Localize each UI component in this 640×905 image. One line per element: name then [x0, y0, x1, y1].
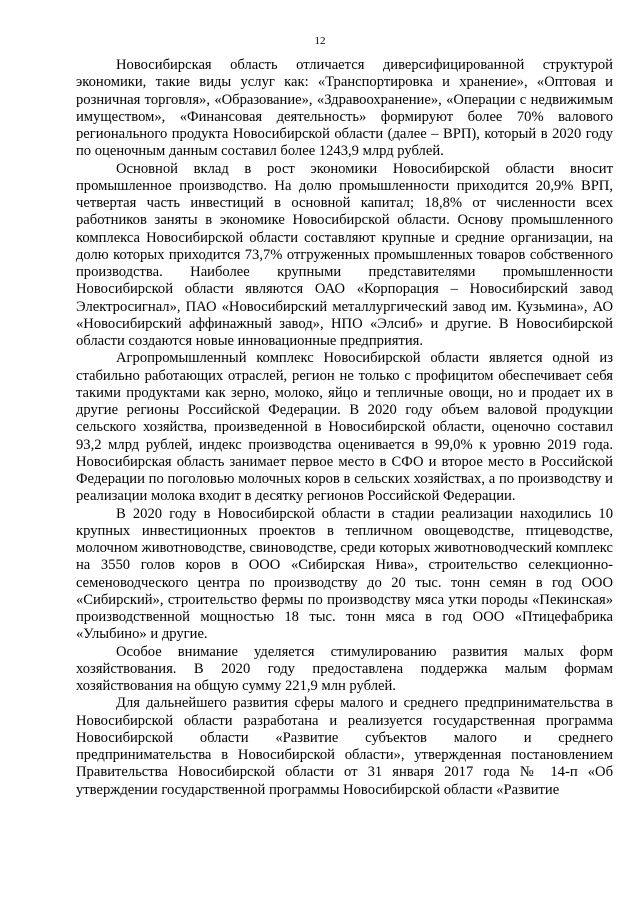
paragraph-small-business-program: Для дальнейшего развития сферы малого и среднего предпринимательства в Новосибирской области разработана и реализуется государственная программа Новосибирской области «Развитие субъектов малого и среднего предпринимательства в Новосибирской области», утвержденная постановлением Правительства Новосибирской области от 31 января 2017 года № 14-п «Об утверждении государственной программы Новосибирской области «Развитие: [76, 695, 613, 798]
paragraph-agro-complex: Агропромышленный комплекс Новосибирской области является одной из стабильно работающих отраслей, регион не только с профицитом обеспечивает себя такими продуктами как зерно, молоко, яйцо и тепличные овощи, но и продает их в другие регионы Российской Федерации. В 2020 году объем валовой продукции сельского хозяйства, произведенной в Новосибирской области, оценочно составил 93,2 млрд рублей, индекс производства оценивается в 99,0% к уровню 2019 года. Новосибирская область занимает первое место в СФО и второе место в Российской Федерации по поголовью молочных коров в сельских хозяйствах, а по производству и реализации молока входит в десятку регионов Российской Федерации.: [76, 350, 613, 505]
paragraph-economy-structure: Новосибирская область отличается диверсифицированной структурой экономики, такие виды услуг как: «Транспортировка и хранение», «Оптовая и розничная торговля», «Образование», «Здравоохранение», «Операции с недвижимым имуществом», «Финансовая деятельность» формируют более 70% валового регионального продукта Новосибирской области (далее – ВРП), который в 2020 году по оценочным данным составил более 1243,9 млрд рублей.: [76, 57, 613, 160]
page-number: 12: [314, 35, 326, 47]
document-body: [76, 57, 613, 799]
paragraph-investment-projects: В 2020 году в Новосибирской области в стадии реализации находились 10 крупных инвестиционных проектов в тепличном овощеводстве, птицеводстве, молочном животноводстве, свиноводстве, среди которых животноводческий комплекс на 3550 голов коров в ООО «Сибирская Нива», строительство селекционно-семеноводческого центра по производству до 20 тыс. тонн семян в год ООО «Сибирский», строительство фермы по производству мяса утки породы «Пекинская» производственной мощностью 18 тыс. тонн мяса в год ООО «Птицефабрика «Улыбино» и другие.: [76, 505, 613, 643]
paragraph-industry: Основной вклад в рост экономики Новосибирской области вносит промышленное производство. На долю промышленности приходится 20,9% ВРП, четвертая часть инвестиций в основной капитал; 18,8% от численности всех работников заняты в экономике Новосибирской области. Основу промышленного комплекса Новосибирской области составляют крупные и средние организации, на долю которых приходится 73,7% отгруженных промышленных товаров собственного производства. Наиболее крупными представителями промышленности Новосибирской области являются ОАО «Корпорация – Новосибирский завод Электросигнал», ПАО «Новосибирский металлургический завод им. Кузьмина», АО «Новосибирский аффинажный завод», НПО «Элсиб» и другие. В Новосибирской области создаются новые инновационные предприятия.: [76, 160, 613, 349]
paragraph-small-farms: Особое внимание уделяется стимулированию развития малых форм хозяйствования. В 2020 году предоставлена поддержка малым формам хозяйствования на общую сумму 221,9 млн рублей.: [76, 643, 613, 694]
